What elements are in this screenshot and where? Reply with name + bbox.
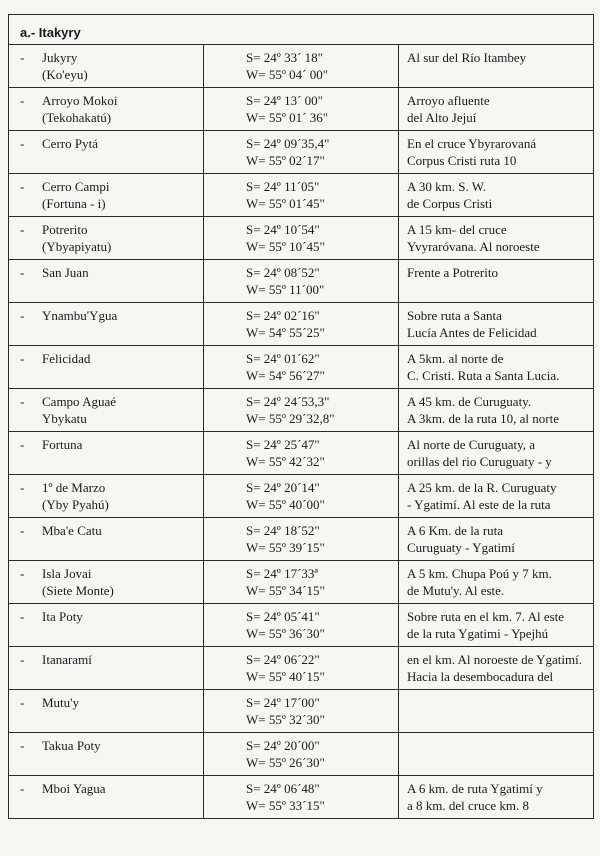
description-cell <box>399 131 594 174</box>
place-name-line: (Fortuna - i) <box>42 196 106 211</box>
description-cell <box>399 260 594 303</box>
place-name-cell <box>9 174 204 217</box>
list-marker: - <box>20 50 25 65</box>
place-name <box>42 522 102 539</box>
table-row <box>9 432 594 475</box>
coordinates-cell <box>204 475 399 518</box>
table-row <box>9 733 594 776</box>
longitude-value: W= 55º 32´30" <box>246 712 325 727</box>
list-marker: - <box>20 394 25 409</box>
list-marker: - <box>20 523 25 538</box>
place-name <box>42 694 79 711</box>
list-marker: - <box>20 437 25 452</box>
section-title: a.- Itakyry <box>9 15 594 45</box>
description-line: A 5 km. Chupa Poú y 7 km. <box>407 566 552 581</box>
description-line: de Corpus Cristi <box>407 196 493 211</box>
latitude-value: S= 24º 02´16" <box>246 308 320 323</box>
description-line: A 25 km. de la R. Curuguaty <box>407 480 557 495</box>
list-marker: - <box>20 93 25 108</box>
description-line: A 3km. de la ruta 10, al norte <box>407 411 559 426</box>
description-line: de la ruta Ygatimi - Ypejhú <box>407 626 549 641</box>
description-line: A 5km. al norte de <box>407 351 504 366</box>
coordinates-cell <box>204 260 399 303</box>
longitude-value: W= 55º 33´15" <box>246 798 325 813</box>
latitude-value: S= 24º 20´14" <box>246 480 320 495</box>
place-name <box>42 436 82 453</box>
description-line: a 8 km. del cruce km. 8 <box>407 798 530 813</box>
longitude-value: W= 54º 55´25" <box>246 325 325 340</box>
place-name-cell <box>9 604 204 647</box>
coordinates-cell <box>204 303 399 346</box>
longitude-value: W= 55º 36´30" <box>246 626 325 641</box>
latitude-value: S= 24º 13´ 00" <box>246 93 323 108</box>
latitude-value: S= 24º 06´48" <box>246 781 320 796</box>
place-name <box>42 92 117 126</box>
latitude-value: S= 24º 06´22" <box>246 652 320 667</box>
coordinates-cell <box>204 647 399 690</box>
longitude-value: W= 55º 10´45" <box>246 239 325 254</box>
description-line: Yvyraróvana. Al noroeste <box>407 239 540 254</box>
latitude-value: S= 24º 25´47" <box>246 437 320 452</box>
description-line: A 45 km. de Curuguaty. <box>407 394 532 409</box>
place-name-line: San Juan <box>42 265 89 280</box>
longitude-value: W= 55º 04´ 00" <box>246 67 329 82</box>
coordinates-cell <box>204 346 399 389</box>
longitude-value: W= 55º 34´15" <box>246 583 325 598</box>
place-name-line: (Siete Monte) <box>42 583 114 598</box>
description-cell <box>399 217 594 260</box>
latitude-value: S= 24º 17´00" <box>246 695 320 710</box>
list-marker: - <box>20 480 25 495</box>
list-marker: - <box>20 351 25 366</box>
place-name <box>42 135 98 152</box>
description-cell <box>399 432 594 475</box>
description-cell <box>399 647 594 690</box>
table-row <box>9 174 594 217</box>
coordinates-cell <box>204 217 399 260</box>
description-line: Hacia la desembocadura del <box>407 669 554 684</box>
place-name-cell <box>9 260 204 303</box>
place-name-line: Ita Poty <box>42 609 83 624</box>
table-row <box>9 604 594 647</box>
place-name-cell <box>9 303 204 346</box>
place-name-line: Itanaramí <box>42 652 92 667</box>
latitude-value: S= 24º 24´53,3" <box>246 394 330 409</box>
table-row <box>9 346 594 389</box>
description-line: C. Cristi. Ruta a Santa Lucia. <box>407 368 560 383</box>
description-line: Al sur del Río Itambey <box>407 50 527 65</box>
place-name-line: (Ko'eyu) <box>42 67 88 82</box>
description-line: en el km. Al noroeste de Ygatimí. <box>407 652 582 667</box>
table-row <box>9 260 594 303</box>
table-row <box>9 303 594 346</box>
place-name-line: Ybykatu <box>42 411 87 426</box>
coordinates-cell <box>204 690 399 733</box>
place-name-line: Ynambu'Ygua <box>42 308 118 323</box>
table-row <box>9 475 594 518</box>
place-name-line: Mboi Yagua <box>42 781 106 796</box>
description-cell <box>399 604 594 647</box>
description-line: orillas del rio Curuguaty - y <box>407 454 552 469</box>
latitude-value: S= 24º 33´ 18" <box>246 50 323 65</box>
place-name-line: (Yby Pyahú) <box>42 497 109 512</box>
place-name-cell <box>9 475 204 518</box>
place-name-line: Mba'e Catu <box>42 523 102 538</box>
longitude-value: W= 54º 56´27" <box>246 368 325 383</box>
description-line: Sobre ruta a Santa <box>407 308 502 323</box>
locations-table <box>8 14 594 819</box>
coordinates-cell <box>204 131 399 174</box>
longitude-value: W= 55º 26´30" <box>246 755 325 770</box>
longitude-value: W= 55º 29´32,8" <box>246 411 335 426</box>
place-name-line: Potrerito <box>42 222 88 237</box>
latitude-value: S= 24º 01´62" <box>246 351 320 366</box>
longitude-value: W= 55º 01´ 36" <box>246 110 329 125</box>
table-row <box>9 776 594 819</box>
place-name-cell <box>9 88 204 131</box>
latitude-value: S= 24º 08´52" <box>246 265 320 280</box>
latitude-value: S= 24º 11´05" <box>246 179 320 194</box>
description-cell <box>399 690 594 733</box>
place-name-cell <box>9 45 204 88</box>
coordinates-cell <box>204 518 399 561</box>
latitude-value: S= 24º 17´33ª <box>246 566 319 581</box>
place-name-line: Fortuna <box>42 437 83 452</box>
list-marker: - <box>20 781 25 796</box>
description-cell <box>399 475 594 518</box>
coordinates-cell <box>204 174 399 217</box>
place-name <box>42 565 114 599</box>
longitude-value: W= 55º 42´32" <box>246 454 325 469</box>
place-name <box>42 49 88 83</box>
place-name <box>42 393 116 427</box>
description-cell <box>399 776 594 819</box>
description-line: Sobre ruta en el km. 7. Al este <box>407 609 565 624</box>
place-name-cell <box>9 733 204 776</box>
list-marker: - <box>20 738 25 753</box>
longitude-value: W= 55º 39´15" <box>246 540 325 555</box>
description-line: Arroyo afluente <box>407 93 490 108</box>
description-cell <box>399 733 594 776</box>
description-line: A 15 km- del cruce <box>407 222 507 237</box>
description-cell <box>399 88 594 131</box>
coordinates-cell <box>204 561 399 604</box>
coordinates-cell <box>204 733 399 776</box>
place-name-line: (Ybyapiyatu) <box>42 239 112 254</box>
place-name-line: Cerro Pytá <box>42 136 98 151</box>
description-line: del Alto Jejuí <box>407 110 477 125</box>
latitude-value: S= 24º 10´54" <box>246 222 320 237</box>
place-name-cell <box>9 561 204 604</box>
table-row <box>9 561 594 604</box>
list-marker: - <box>20 308 25 323</box>
longitude-value: W= 55º 11´00" <box>246 282 325 297</box>
coordinates-cell <box>204 604 399 647</box>
description-line: A 6 km. de ruta Ygatimí y <box>407 781 543 796</box>
table-row <box>9 131 594 174</box>
description-cell <box>399 45 594 88</box>
description-cell <box>399 174 594 217</box>
coordinates-cell <box>204 45 399 88</box>
place-name-line: Mutu'y <box>42 695 80 710</box>
place-name-cell <box>9 776 204 819</box>
longitude-value: W= 55º 01´45" <box>246 196 325 211</box>
description-cell <box>399 303 594 346</box>
place-name-cell <box>9 647 204 690</box>
list-marker: - <box>20 179 25 194</box>
table-row <box>9 647 594 690</box>
longitude-value: W= 55º 02´17" <box>246 153 325 168</box>
latitude-value: S= 24º 05´41" <box>246 609 320 624</box>
description-line: En el cruce Ybyrarovaná <box>407 136 537 151</box>
place-name-line: 1º de Marzo <box>42 480 106 495</box>
list-marker: - <box>20 222 25 237</box>
table-row <box>9 45 594 88</box>
place-name-cell <box>9 518 204 561</box>
place-name-cell <box>9 131 204 174</box>
description-line: Frente a Potrerito <box>407 265 498 280</box>
latitude-value: S= 24º 20´00" <box>246 738 320 753</box>
longitude-value: W= 55º 40´15" <box>246 669 325 684</box>
list-marker: - <box>20 566 25 581</box>
description-cell <box>399 389 594 432</box>
place-name-line: (Tekohakatú) <box>42 110 112 125</box>
description-line: Al norte de Curuguaty, a <box>407 437 536 452</box>
latitude-value: S= 24º 09´35,4" <box>246 136 330 151</box>
description-line: Lucía Antes de Felicidad <box>407 325 537 340</box>
place-name-line: Arroyo Mokoi <box>42 93 118 108</box>
list-marker: - <box>20 695 25 710</box>
place-name <box>42 608 83 625</box>
table-row <box>9 518 594 561</box>
place-name <box>42 479 109 513</box>
place-name-line: Isla Jovai <box>42 566 92 581</box>
list-marker: - <box>20 652 25 667</box>
place-name <box>42 651 92 668</box>
list-marker: - <box>20 609 25 624</box>
section-header-row <box>9 15 594 45</box>
description-line: de Mutu'y. Al este. <box>407 583 505 598</box>
place-name-line: Campo Aguaé <box>42 394 117 409</box>
place-name <box>42 737 101 754</box>
place-name-cell <box>9 346 204 389</box>
description-line: A 6 Km. de la ruta <box>407 523 504 538</box>
place-name-cell <box>9 432 204 475</box>
place-name-line: Jukyry <box>42 50 78 65</box>
place-name <box>42 264 89 281</box>
place-name <box>42 350 90 367</box>
coordinates-cell <box>204 389 399 432</box>
table-row <box>9 389 594 432</box>
place-name <box>42 780 106 797</box>
list-marker: - <box>20 136 25 151</box>
list-marker: - <box>20 265 25 280</box>
description-line: Corpus Cristi ruta 10 <box>407 153 517 168</box>
place-name-line: Takua Poty <box>42 738 101 753</box>
place-name-cell <box>9 690 204 733</box>
coordinates-cell <box>204 776 399 819</box>
place-name-line: Cerro Campi <box>42 179 110 194</box>
coordinates-cell <box>204 88 399 131</box>
table-row <box>9 690 594 733</box>
description-cell <box>399 518 594 561</box>
latitude-value: S= 24º 18´52" <box>246 523 320 538</box>
table-row <box>9 217 594 260</box>
description-line: A 30 km. S. W. <box>407 179 487 194</box>
coordinates-cell <box>204 432 399 475</box>
table-row <box>9 88 594 131</box>
place-name <box>42 307 117 324</box>
place-name <box>42 221 111 255</box>
place-name-line: Felicidad <box>42 351 91 366</box>
description-cell <box>399 346 594 389</box>
description-line: Curuguaty - Ygatimí <box>407 540 515 555</box>
place-name <box>42 178 110 212</box>
place-name-cell <box>9 217 204 260</box>
longitude-value: W= 55º 40´00" <box>246 497 325 512</box>
description-line: - Ygatimí. Al este de la ruta <box>407 497 551 512</box>
place-name-cell <box>9 389 204 432</box>
description-cell <box>399 561 594 604</box>
